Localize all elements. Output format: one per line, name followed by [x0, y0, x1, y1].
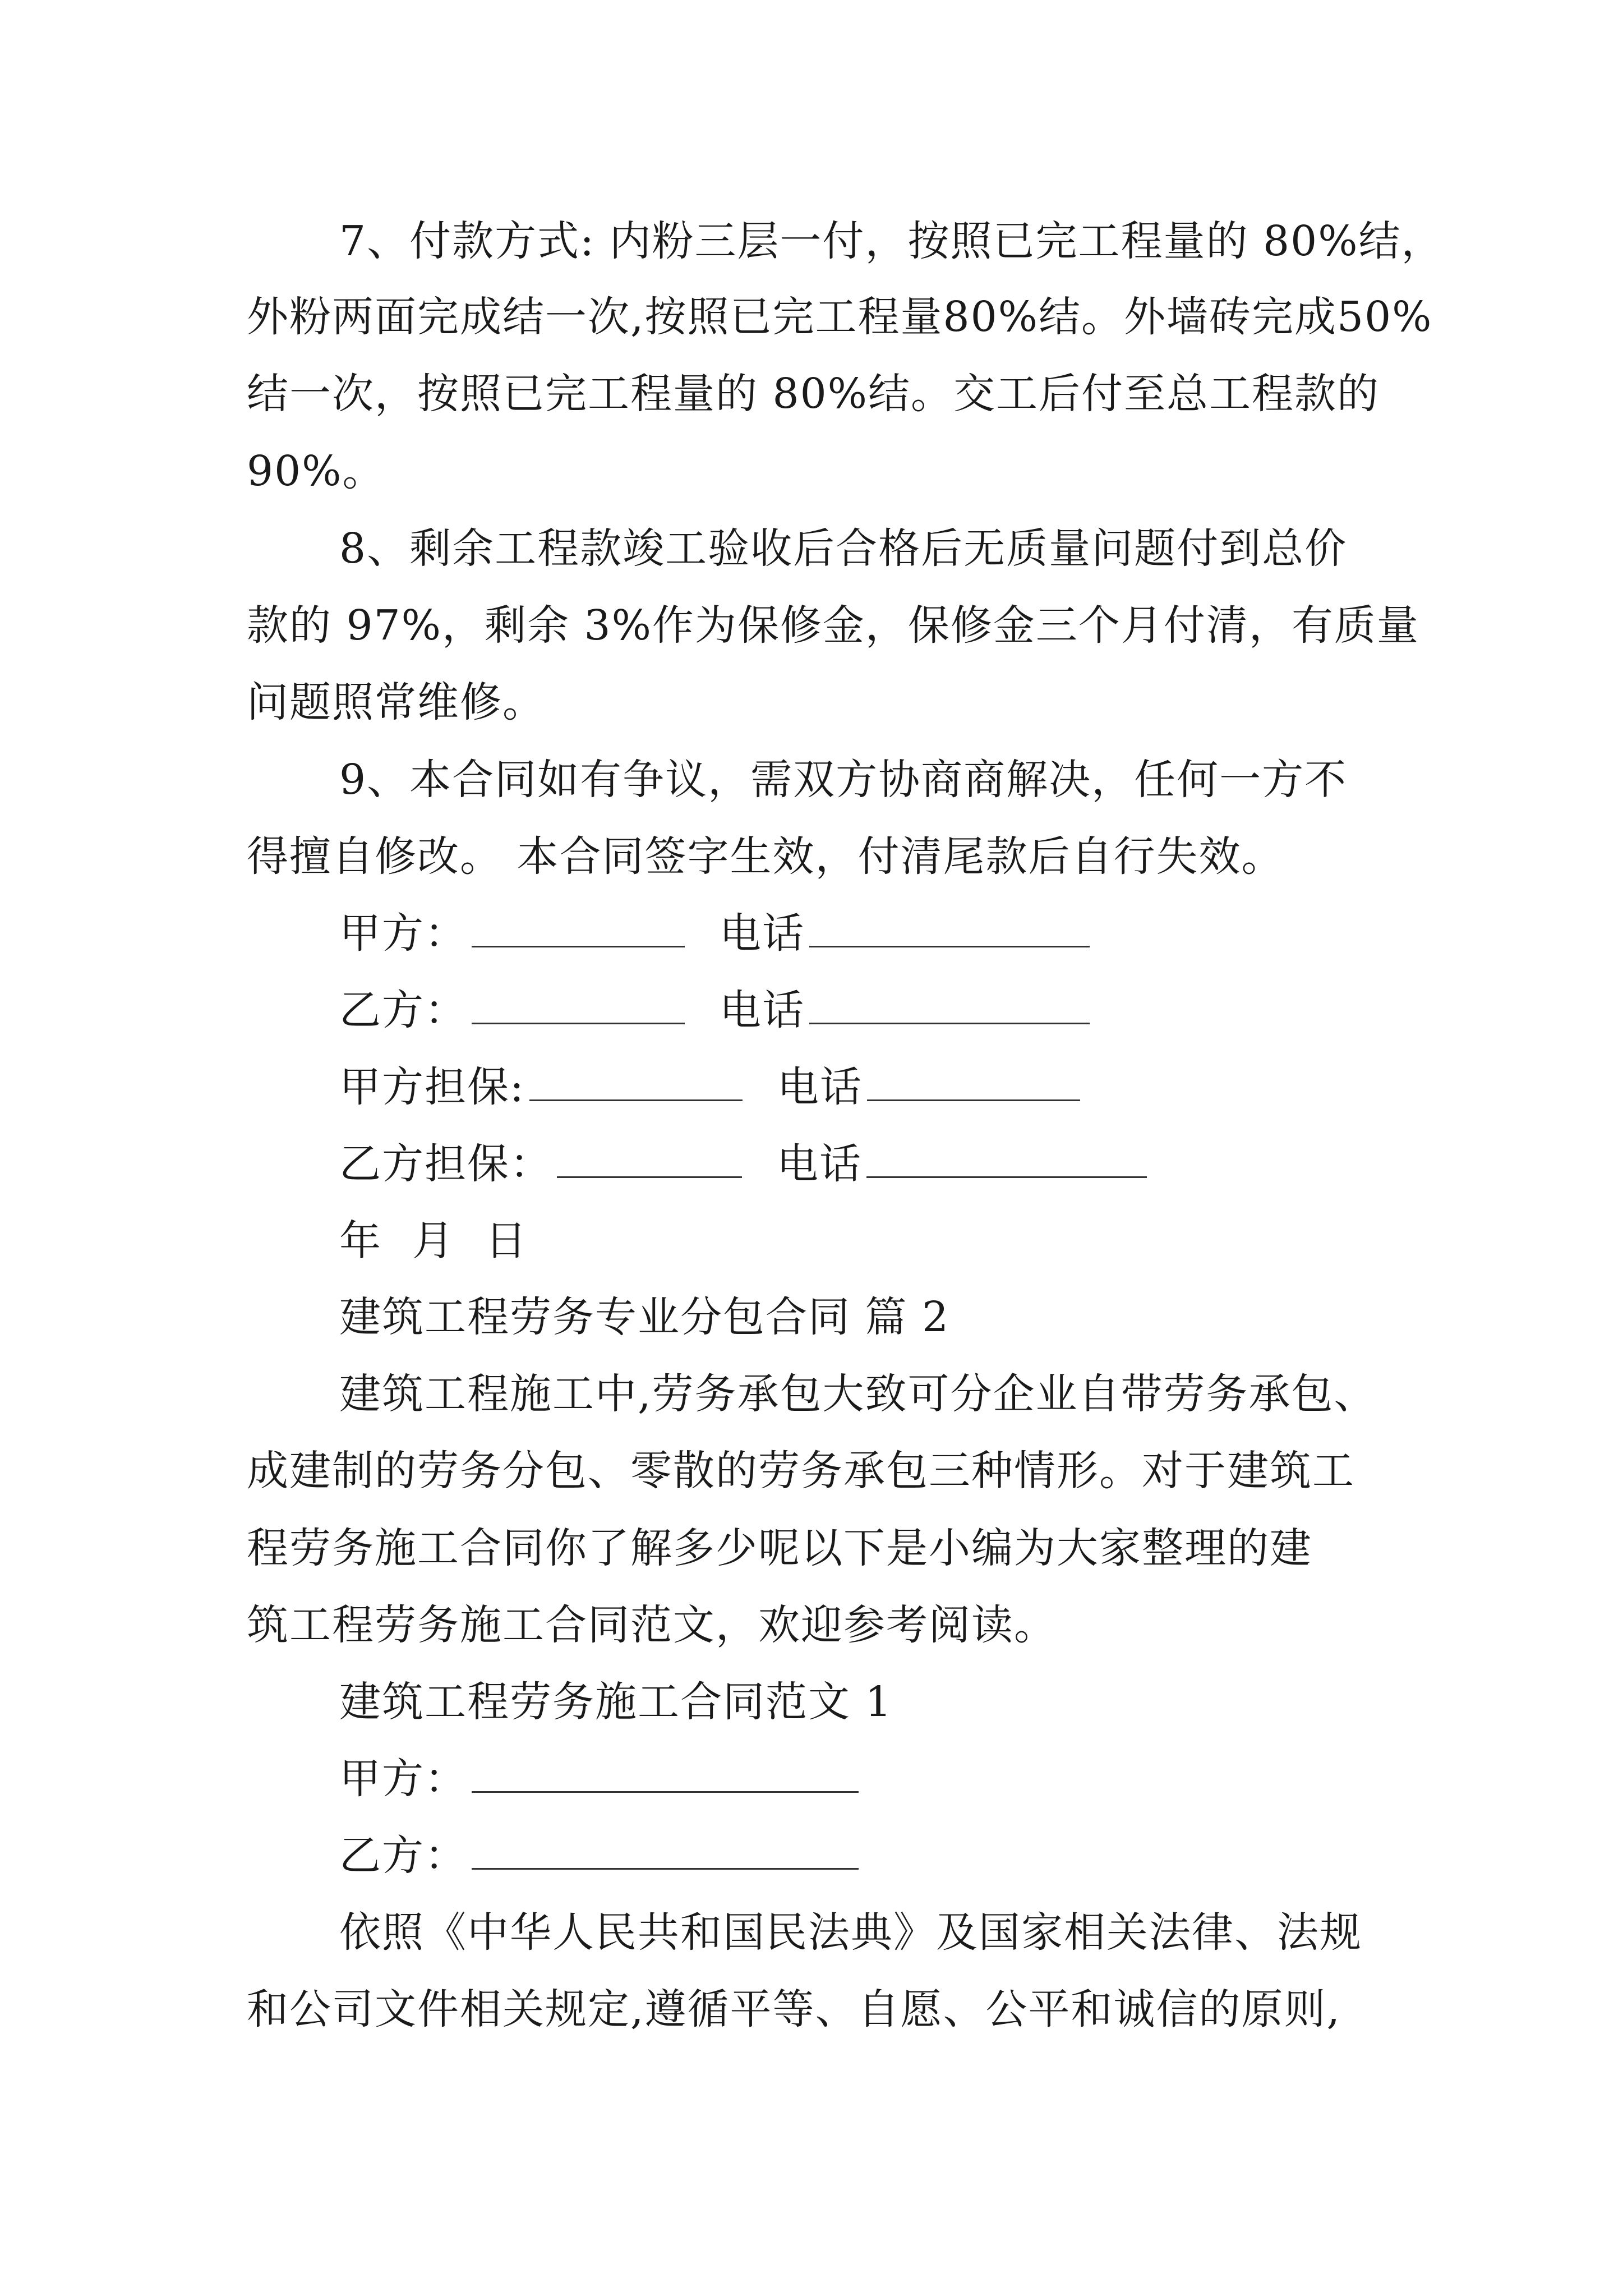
guarantor-b-signature-line [339, 1136, 1154, 1192]
p8-line-2: 款的 97%，剩余 3%作为保修金，保修金三个月付清，有质量 [247, 601, 1419, 650]
party-b-blank [472, 983, 685, 1024]
party-a-phone-label: 电话 [720, 909, 805, 958]
date-line [339, 1213, 528, 1269]
sample-party-b-line [339, 1828, 865, 1884]
intro-line-1: 建筑工程施工中,劳务承包大致可分企业自带劳务承包、 [339, 1370, 1377, 1418]
guarantor-a-phone-label: 电话 [777, 1063, 863, 1111]
party-b-phone-blank [809, 983, 1090, 1024]
date-year: 年 [339, 1217, 382, 1265]
party-b-signature-line [339, 982, 1096, 1038]
sample-party-a-blank [472, 1752, 859, 1793]
sample-party-b-label: 乙方： [339, 1832, 467, 1880]
guarantor-b-blank [557, 1137, 742, 1178]
intro-line-2: 成建制的劳务分包、零散的劳务承包三种情形。对于建筑工 [247, 1447, 1355, 1495]
guarantor-a-blank [529, 1060, 743, 1101]
guarantor-a-label: 甲方担保: [339, 1063, 525, 1111]
party-a-signature-line [339, 905, 1096, 961]
p7-line-2: 外粉两面完成结一次,按照已完工程量80%结。外墙砖完成50% [247, 293, 1433, 341]
section-2-title: 建筑工程劳务专业分包合同 篇 2 [339, 1293, 950, 1341]
guarantor-a-phone-blank [867, 1060, 1080, 1101]
party-a-phone-blank [809, 907, 1090, 947]
guarantor-b-phone-label: 电话 [777, 1140, 862, 1188]
date-month: 月 [412, 1217, 455, 1265]
party-a-label: 甲方： [339, 909, 467, 958]
intro-line-4: 筑工程劳务施工合同范文，欢迎参考阅读。 [247, 1601, 1057, 1649]
sample-party-b-blank [472, 1829, 859, 1870]
p8-line-1: 8、剩余工程款竣工验收后合格后无质量问题付到总价 [339, 524, 1348, 573]
sample-party-a-line [339, 1751, 865, 1807]
p7-line-4: 90%。 [247, 447, 385, 495]
sample-contract-title: 建筑工程劳务施工合同范文 1 [339, 1678, 893, 1726]
p9-line-2: 得擅自修改。 本合同签字生效，付清尾款后自行失效。 [247, 832, 1284, 881]
party-b-phone-label: 电话 [720, 986, 805, 1034]
guarantor-b-label: 乙方担保： [339, 1140, 552, 1188]
intro-line-3: 程劳务施工合同你了解多少呢以下是小编为大家整理的建 [247, 1524, 1312, 1572]
party-a-blank [472, 907, 685, 947]
p8-line-3: 问题照常维修。 [247, 678, 545, 726]
basis-line-1: 依照《中华人民共和国民法典》及国家相关法律、法规 [339, 1908, 1362, 1957]
guarantor-b-phone-blank [866, 1137, 1147, 1178]
p7-line-3: 结一次，按照已完工程量的 80%结。交工后付至总工程款的 [247, 370, 1380, 418]
sample-party-a-label: 甲方： [339, 1755, 467, 1803]
guarantor-a-signature-line [339, 1059, 1087, 1115]
basis-line-2: 和公司文件相关规定,遵循平等、自愿、公平和诚信的原则, [247, 1985, 1341, 2033]
p9-line-1: 9、本合同如有争议，需双方协商商解决，任何一方不 [339, 756, 1348, 804]
date-day: 日 [485, 1217, 528, 1265]
party-b-label: 乙方： [339, 986, 467, 1034]
p7-line-1: 7、付款方式: 内粉三层一付，按照已完工程量的 80%结， [339, 217, 1444, 265]
